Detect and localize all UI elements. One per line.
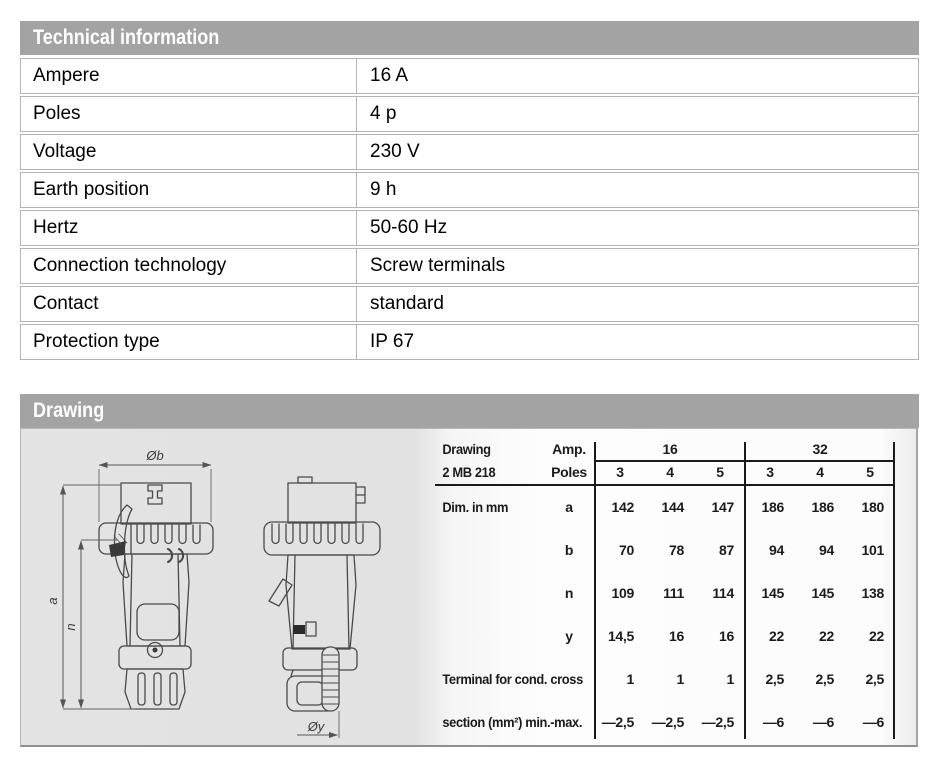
dim-value: 180 (861, 498, 884, 515)
dim-value: 138 (861, 584, 884, 601)
dim-value: 22 (869, 627, 884, 644)
terminal-value: —2,5 (651, 713, 684, 730)
dim-value: 144 (661, 498, 684, 515)
dim-row-key: a (565, 498, 573, 515)
dim-value: 145 (811, 584, 834, 601)
table-divider-vertical-3 (893, 442, 895, 739)
dim-value: 16 (669, 627, 684, 644)
spec-row-hertz (20, 210, 919, 246)
dim-value: 14,5 (607, 627, 634, 644)
spacer (435, 571, 534, 614)
spec-value: 4 p (370, 103, 397, 124)
table-divider-vertical-1 (594, 442, 596, 739)
spec-value: standard (370, 293, 444, 314)
pole-column: 3 (766, 464, 774, 480)
dim-row-key: y (565, 627, 573, 644)
dim-value: 78 (669, 541, 684, 558)
dim-row-key: n (564, 584, 574, 601)
dim-row-key: b (564, 541, 574, 558)
technical-information-title: Technical information (33, 26, 220, 49)
pole-column: 3 (616, 464, 624, 480)
terminal-value: —6 (812, 713, 834, 730)
terminal-value: —2,5 (601, 713, 634, 730)
pole-column: 4 (816, 464, 824, 480)
dim-table-amp-label: Amp. (552, 441, 586, 457)
drawing-section-header (20, 394, 919, 428)
spec-label: Poles (21, 97, 357, 131)
dim-value: 94 (769, 541, 784, 558)
dim-label-y: Øy (307, 719, 325, 734)
spec-row-connection-technology (20, 248, 919, 284)
terminal-value: —6 (862, 713, 884, 730)
dim-table-poles-label: Poles (551, 464, 587, 480)
dim-value: 145 (761, 584, 784, 601)
dim-value: 186 (761, 498, 784, 515)
terminal-value: 1 (676, 670, 684, 687)
dim-label-a: a (45, 597, 60, 605)
dim-value: 111 (663, 584, 684, 601)
spec-row-voltage (20, 134, 919, 170)
amp-group-32: 32 (812, 441, 828, 457)
dim-value: 147 (711, 498, 734, 515)
dim-value: 94 (819, 541, 834, 558)
spacer (435, 528, 534, 571)
dim-value: 109 (611, 584, 634, 601)
terminal-value: —2,5 (701, 713, 734, 730)
dimension-table (435, 439, 895, 743)
spec-row-ampere (20, 58, 919, 94)
dim-value: 186 (811, 498, 834, 515)
terminal-value: 2,5 (765, 670, 784, 687)
table-rule-header (435, 484, 895, 486)
terminal-value: 1 (726, 670, 734, 687)
table-rule-amp-groups (595, 460, 893, 462)
terminal-value: —6 (762, 713, 784, 730)
drawing-section-title: Drawing (33, 399, 105, 422)
dim-value: 22 (819, 627, 834, 644)
table-divider-vertical-2 (744, 442, 746, 739)
dim-table-drawing-label: Drawing (442, 441, 491, 457)
spec-value: 9 h (370, 179, 397, 200)
dim-value: 114 (712, 584, 734, 601)
spec-value: 50-60 Hz (370, 217, 448, 238)
spec-row-earth-position (20, 172, 919, 208)
terminal-label-line2: section (mm²) min.-max. (442, 713, 583, 730)
pole-column: 4 (666, 464, 674, 480)
pole-column: 5 (716, 464, 724, 480)
terminal-value: 1 (626, 670, 634, 687)
dim-label-b: Øb (146, 448, 164, 463)
dim-value: 70 (619, 541, 634, 558)
dim-value: 16 (719, 627, 734, 644)
spec-value: 230 V (370, 141, 420, 162)
spec-label: Voltage (21, 135, 357, 169)
dim-value: 87 (719, 541, 734, 558)
technical-information-header (20, 21, 919, 55)
spec-label: Contact (21, 287, 357, 321)
spec-label: Connection technology (21, 249, 357, 283)
drawing-view-side (264, 477, 380, 711)
technical-information-table (20, 58, 919, 362)
pole-column: 5 (866, 464, 874, 480)
drawing-panel (20, 428, 918, 747)
spec-row-poles (20, 96, 919, 132)
spec-value: IP 67 (370, 331, 415, 352)
spec-row-contact (20, 286, 919, 322)
drawing-view-front (99, 483, 213, 709)
dim-value: 22 (769, 627, 784, 644)
technical-drawing (21, 429, 441, 745)
dim-value: 101 (861, 541, 884, 558)
dim-in-mm-label: Dim. in mm (442, 498, 509, 515)
spec-label: Earth position (21, 173, 357, 207)
spec-row-protection-type (20, 324, 919, 360)
dim-label-n: n (63, 623, 78, 631)
spacer (435, 614, 534, 657)
terminal-label-line1: Terminal for cond. cross (442, 670, 583, 687)
spec-label: Hertz (21, 211, 357, 245)
spec-value: Screw terminals (370, 255, 506, 276)
terminal-value: 2,5 (815, 670, 834, 687)
spec-value: 16 A (370, 65, 409, 86)
terminal-value: 2,5 (865, 670, 884, 687)
dim-value: 142 (611, 498, 634, 515)
spec-label: Ampere (21, 59, 357, 93)
spec-label: Protection type (21, 325, 357, 359)
amp-group-16: 16 (662, 441, 678, 457)
dim-table-drawing-number: 2 MB 218 (442, 464, 496, 480)
